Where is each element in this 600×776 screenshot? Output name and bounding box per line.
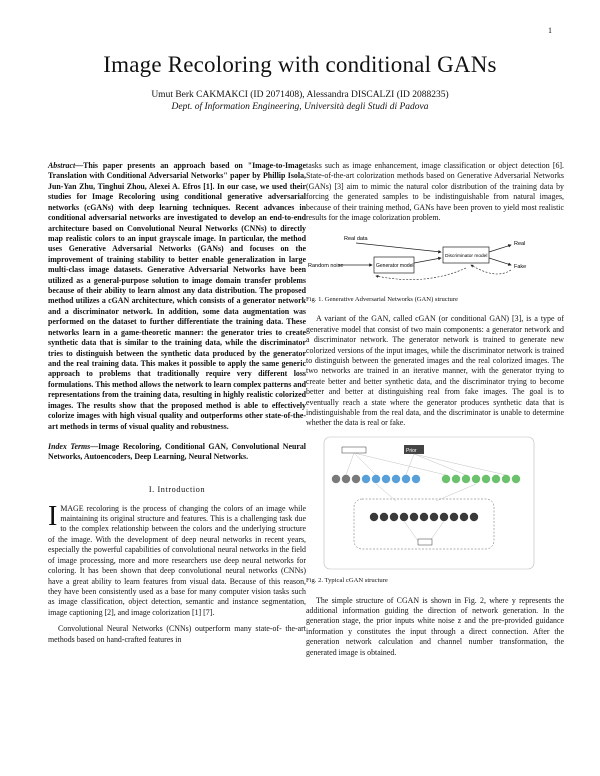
- fig2-node: [492, 475, 500, 483]
- fig2-node: [332, 475, 340, 483]
- fig2-node: [382, 475, 390, 483]
- fig2-top-node-row: [332, 475, 520, 483]
- intro-paragraph-1: [48, 500, 306, 619]
- fig2-node: [362, 475, 370, 483]
- paper-title: Image Recoloring with conditional GANs: [103, 52, 497, 77]
- right-column: [306, 161, 564, 664]
- left-column: [48, 161, 306, 651]
- fig2-node: [420, 513, 428, 521]
- fig2-y-input-box: [342, 447, 366, 453]
- figure-2-cgan-diagram: [306, 435, 564, 573]
- fig2-node: [470, 513, 478, 521]
- fig2-node: [440, 513, 448, 521]
- figure-2-caption: Fig. 2. Typical cGAN structure: [306, 576, 388, 584]
- intro-paragraph-1-text: MAGE recoloring is the process of changing the colors of an image while maintaining its original structure and features. This is a challenging task due to the complex relationship between the colors and the underlying structure of the image. With the development of deep neural networks in recent years, especially the powerful capabilities of convolutional neural networks in the field of image processing, more and more researchers use deep neural networks for coloring. It has been shown that deep convolutional neural networks (CNNs) have a great ability to learn features from visual data. Because of this reason, they have been consistently used as a base for many computer vision tasks such as image classification, object detection, semantic and instance segmentation, image captioning [2], and image colorization [1] [7].: [48, 503, 306, 617]
- fig2-node: [462, 475, 470, 483]
- fig1-label-real: Real: [514, 240, 526, 247]
- index-terms-label: Index Terms: [48, 441, 91, 451]
- abstract-label: Abstract: [48, 161, 76, 170]
- fig2-hidden-node-row: [370, 513, 478, 521]
- fig2-node: [452, 475, 460, 483]
- fig2-prior-label: Prior: [406, 447, 417, 454]
- fig1-label-fake: Fake: [514, 263, 527, 270]
- fig2-node: [460, 513, 468, 521]
- figure-1-gan-diagram: [306, 230, 564, 292]
- fig2-node: [370, 513, 378, 521]
- fig2-node: [482, 475, 490, 483]
- fig2-connections: [346, 453, 506, 501]
- fig1-label-random-noise: Random noise: [308, 262, 344, 269]
- fig2-node: [402, 475, 410, 483]
- abstract: [48, 161, 306, 432]
- fig2-node: [410, 513, 418, 521]
- right-paragraph-3: The simple structure of CGAN is shown in Fig. 2, where y represents the additional information guiding the direction of network generation. In the generation stage, the prior inputs white noise z and the pre-provided guidance information y constitutes the input through a direct connection. After the generation network calculation and channel number transformation, the generated image is obtained.: [306, 595, 564, 657]
- page-number: 1: [548, 26, 552, 35]
- index-terms-text: —Image Recoloring, Conditional GAN, Convolutional Neural Networks, Autoencoders, Deep Learning, Neural Networks.: [48, 441, 306, 462]
- figure-1-caption: Fig. 1. Generative Adversarial Networks (GAN) structure: [306, 295, 458, 303]
- fig1-arrow-fake-out: [489, 258, 511, 265]
- fig2-node: [392, 475, 400, 483]
- fig2-node: [502, 475, 510, 483]
- fig2-node: [372, 475, 380, 483]
- drop-cap: I: [48, 500, 58, 532]
- fig2-node: [450, 513, 458, 521]
- affiliation: Dept. of Information Engineering, Università degli Studi di Padova: [171, 102, 429, 112]
- fig2-node: [430, 513, 438, 521]
- fig2-node: [412, 475, 420, 483]
- abstract-text: —This paper presents an approach based on "Image-to-Image Translation with Conditional Adversarial Networks" paper by Phillip Isola, Jun-Yan Zhu, Tinghui Zhou, Alexei A. Efros [1]. In our case, we used their studies for Image Recoloring using conditional generative adversarial networks (cGANs) with deep learning techniques. Recent advances in conditional adversarial networks are investigated to develop an end-to-end architecture based on Convolutional Neural Networks (CNNs) to directly map realistic colors to an input grayscale image. In particular, the method uses Generative Adversarial Networks (GANs) and focuses on the improvement of training stability to better enable generalization in large multi-class image datasets. Generative Adversarial Networks have been utilized as a general-purpose solution to image domain transfer problems because of their ability to learn almost any data distribution. The proposed method utilizes a cGAN architecture, which consists of a generator network and a discriminator network. In addition, some data augmentation was performed on the dataset to further differentiate the training data. These networks learn in a game-theoretic manner: the generator tries to create synthetic data that is similar to the training data, while the discriminator tries to distinguish between the synthetic data produced by the generator and the real training data. This makes it possible to apply the same generic approach to problems that traditionally require very different loss formulations. This method allows the network to learn complex patterns and representations from the training data, resulting in highly realistic colorized images. The results show that the proposed method is able to effectively colorize images with high visual quality and outperforms other state-of-the-art methods in terms of visual quality and robustness.: [48, 161, 306, 431]
- fig2-node: [442, 475, 450, 483]
- section-heading-introduction: I. Introduction: [148, 484, 206, 494]
- fig2-output-connections: [404, 521, 444, 541]
- fig2-node: [400, 513, 408, 521]
- fig1-label-real-data: Real data: [344, 235, 368, 242]
- fig1-label-discriminator: Discriminator model: [445, 253, 488, 259]
- fig2-node: [380, 513, 388, 521]
- fig1-arrow-real: [356, 243, 441, 252]
- authors: Umut Berk CAKMAKCI (ID 2071408), Alessandra DISCALZI (ID 2088235): [151, 90, 449, 100]
- intro-paragraph-2: Convolutional Neural Networks (CNNs) outperform many state-of- the-art methods based on hand-crafted features in: [48, 624, 306, 644]
- fig1-arrow-gen-to-disc: [414, 258, 441, 263]
- fig2-node: [390, 513, 398, 521]
- fig1-label-generator: Generator model: [376, 262, 414, 269]
- fig1-feedback-discriminator: [471, 265, 511, 274]
- index-terms: [48, 442, 306, 463]
- fig2-node: [342, 475, 350, 483]
- fig2-node: [472, 475, 480, 483]
- right-paragraph-1: tasks such as image enhancement, image classification or object detection [6]. State-of-the-art colorization methods based on Generative Adversarial Networks (GANs) [3] aim to mimic the natural color distribution of the training data by forcing the generated samples to be indistinguishable from natural images, because of their training method, GANs have been proven to yield most realistic results for the image colorization problem.: [306, 161, 564, 223]
- fig2-output-box: [418, 539, 432, 545]
- fig2-node: [512, 475, 520, 483]
- fig1-arrow-real-out: [489, 245, 511, 252]
- right-paragraph-2: A variant of the GAN, called cGAN (or conditional GAN) [3], is a type of generative model that consist of two main components: a generator network and a discriminator network. The generator network is trained to generate new colorized versions of the input images, while the discriminator network is trained to distinguish between the generated images and the real colorized images. The two networks are trained in an iterative manner, with the generator trying to create better and better synthetic data, and the discriminator trying to become better and better at distinguishing real from fake images. The goal is to eventually reach a state where the generator produces synthetic data that is indistinguishable from the real data, and the discriminator is unable to determine whether the data is real or fake.: [306, 314, 564, 428]
- fig2-node: [352, 475, 360, 483]
